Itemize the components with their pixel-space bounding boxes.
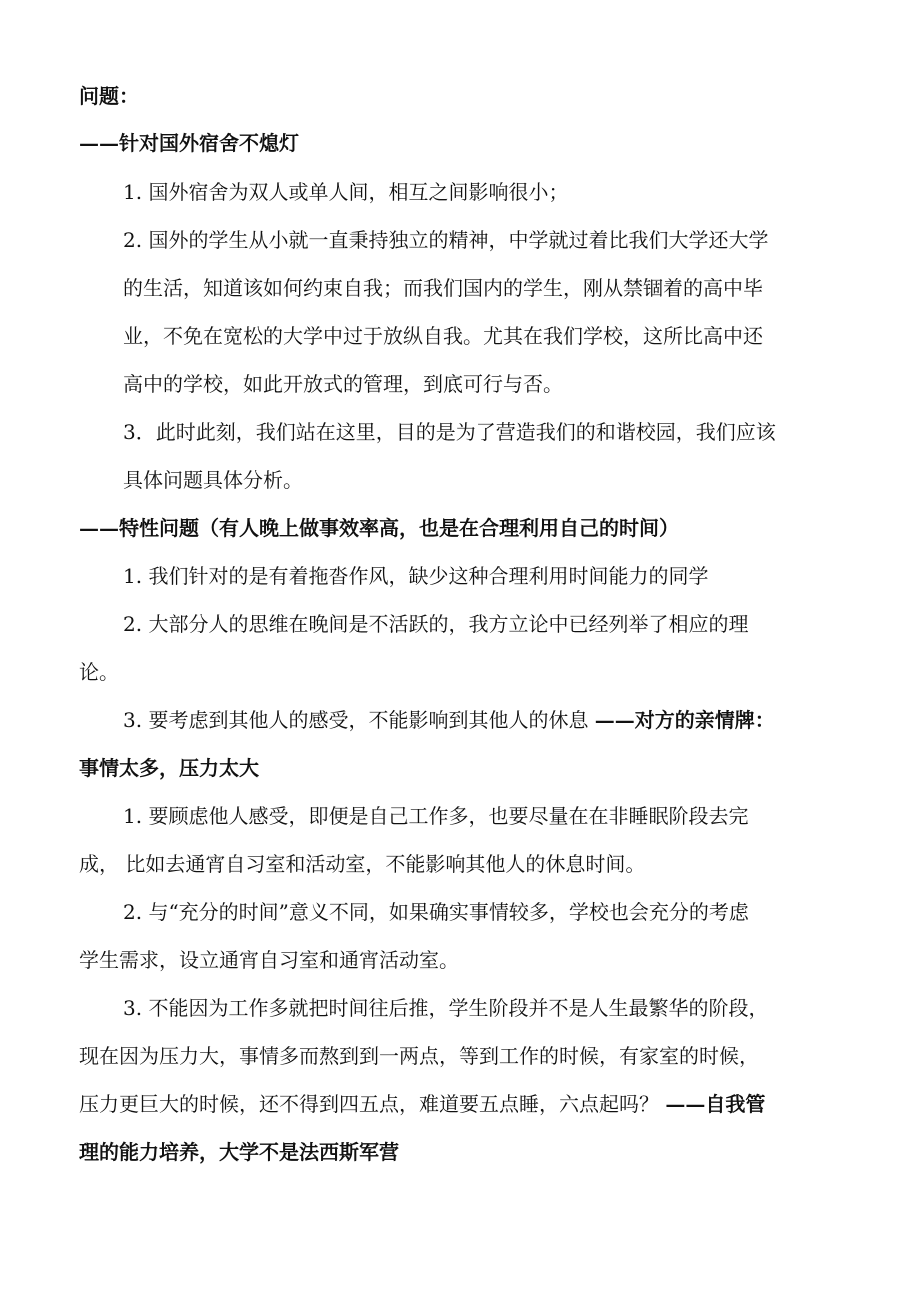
section-3-title: 事情太多，压力太大 <box>79 756 259 780</box>
s1-paragraph-1: 1. 国外宿舍为双人或单人间，相互之间影响很小； <box>123 180 569 204</box>
s3-paragraph-3-line-3 <box>79 1092 765 1116</box>
s3-paragraph-3-text: 压力更巨大的时候，还不得到四五点，难道要五点睡，六点起吗？ <box>79 1092 666 1116</box>
s2-paragraph-3-emphasis: ——对方的亲情牌： <box>594 708 775 732</box>
s3-paragraph-3-line-2: 现在因为压力大，事情多而熬到到一两点，等到工作的时候，有家室的时候， <box>79 1044 759 1068</box>
s1-paragraph-3-line-2: 具体问题具体分析。 <box>123 468 303 492</box>
s1-paragraph-2-line-4: 高中的学校，如此开放式的管理，到底可行与否。 <box>123 372 563 396</box>
s3-paragraph-2-line-1: 2. 与“充分的时间”意义不同，如果确实事情较多，学校也会充分的考虑 <box>123 900 749 924</box>
s1-paragraph-2-line-3: 业，不免在宽松的大学中过于放纵自我。尤其在我们学校，这所比高中还 <box>123 324 763 348</box>
section-1-title: ——针对国外宿舍不熄灯 <box>79 131 299 155</box>
section-2-title: ——特性问题（有人晚上做事效率高，也是在合理利用自己的时间） <box>79 516 679 540</box>
s1-paragraph-3-line-1: 3．此时此刻，我们站在这里，目的是为了营造我们的和谐校园，我们应该 <box>123 420 776 444</box>
s3-paragraph-3-emphasis: ——自我管 <box>665 1092 766 1116</box>
s3-paragraph-2-line-2: 学生需求，设立通宵自习室和通宵活动室。 <box>79 948 459 972</box>
s2-paragraph-2-line-2: 论。 <box>79 660 119 684</box>
s2-paragraph-2-line-1: 2. 大部分人的思维在晚间是不活跃的，我方立论中已经列举了相应的理 <box>123 612 749 636</box>
s3-paragraph-1-line-2: 成， 比如去通宵自习室和活动室，不能影响其他人的休息时间。 <box>79 852 646 876</box>
s2-paragraph-3-text: 3. 要考虑到其他人的感受，不能影响到其他人的休息 <box>123 708 595 732</box>
s1-paragraph-2-line-2: 的生活，知道该如何约束自我；而我们国内的学生，刚从禁锢着的高中毕 <box>123 276 763 300</box>
section-4-title: 理的能力培养，大学不是法西斯军营 <box>79 1140 399 1164</box>
s3-paragraph-3-line-1: 3. 不能因为工作多就把时间往后推，学生阶段并不是人生最繁华的阶段， <box>123 996 769 1020</box>
s2-paragraph-1: 1. 我们针对的是有着拖沓作风，缺少这种合理利用时间能力的同学 <box>123 564 709 588</box>
s2-paragraph-3-line-1 <box>123 708 775 732</box>
s1-paragraph-2-line-1: 2. 国外的学生从小就一直秉持独立的精神，中学就过着比我们大学还大学 <box>123 228 769 252</box>
s3-paragraph-1-line-1: 1. 要顾虑他人感受，即便是自己工作多，也要尽量在在非睡眠阶段去完 <box>123 804 749 828</box>
page-heading: 问题： <box>79 84 139 108</box>
